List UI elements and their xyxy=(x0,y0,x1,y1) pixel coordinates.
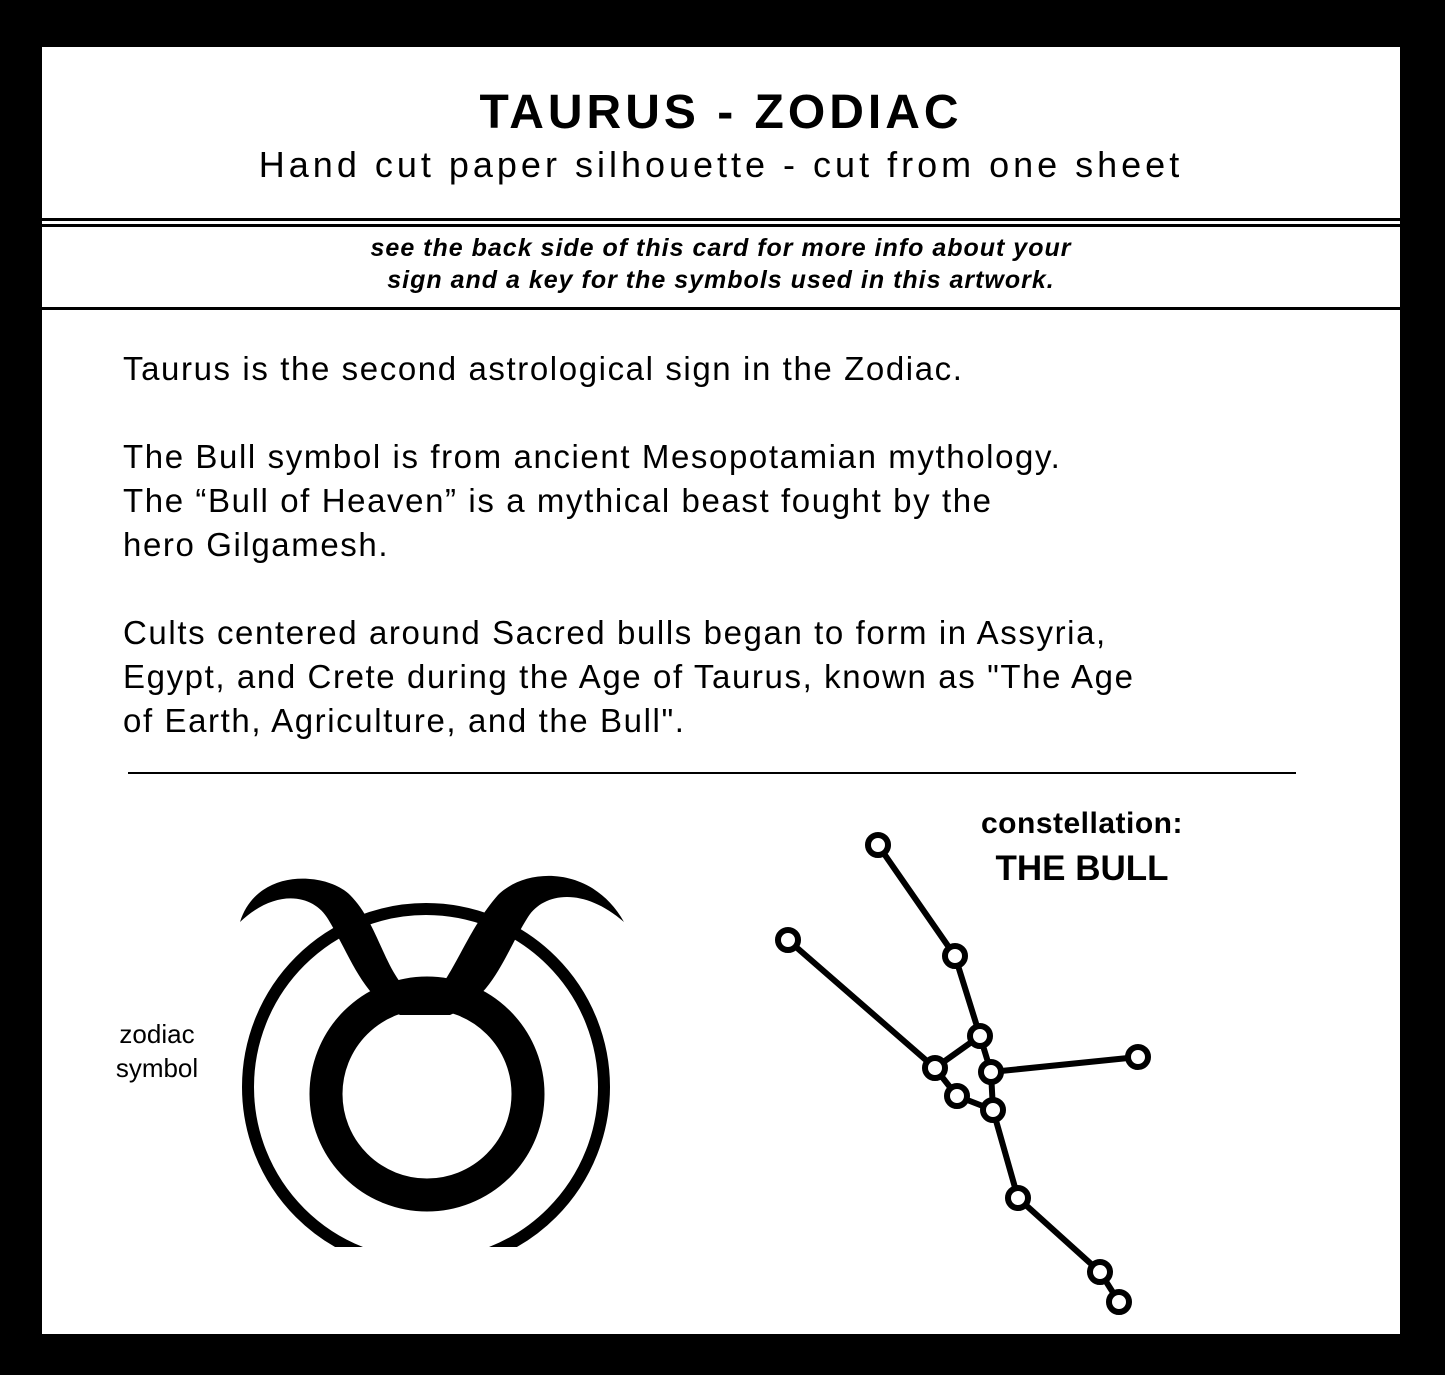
body-line: Taurus is the second astrological sign in the Zodiac. xyxy=(123,350,964,387)
star-icon xyxy=(947,1086,967,1106)
page-subtitle: Hand cut paper silhouette - cut from one sheet xyxy=(258,144,1184,185)
star-icon xyxy=(983,1100,1003,1120)
body-line: Cults centered around Sacred bulls began to form in Assyria, xyxy=(123,614,1107,651)
body-line: hero Gilgamesh. xyxy=(123,526,390,563)
note-line: sign and a key for the symbols used in this artwork. xyxy=(387,266,1055,294)
star-icon xyxy=(1128,1047,1148,1067)
zodiac-label-line: symbol xyxy=(115,1053,199,1083)
constellation-name: THE BULL xyxy=(995,849,1169,888)
body-line: The “Bull of Heaven” is a mythical beast fought by the xyxy=(123,482,993,519)
star-icon xyxy=(981,1062,1001,1082)
star-icon xyxy=(1109,1292,1129,1312)
body-line: Egypt, and Crete during the Age of Taurus, known as "The Age xyxy=(123,658,1135,695)
body-line: of Earth, Agriculture, and the Bull". xyxy=(123,702,686,739)
star-icon xyxy=(778,930,798,950)
star-icon xyxy=(945,946,965,966)
note-line: see the back side of this card for more info about your xyxy=(370,234,1072,262)
taurus-constellation-icon xyxy=(42,47,1400,1334)
star-icon xyxy=(970,1026,990,1046)
star-icon xyxy=(1090,1262,1110,1282)
page-title: TAURUS - ZODIAC xyxy=(479,86,963,139)
constellation-label xyxy=(922,807,1242,889)
constellation-caption: constellation: xyxy=(980,807,1183,840)
star-icon xyxy=(925,1058,945,1078)
star-icon xyxy=(1008,1188,1028,1208)
zodiac-label-line: zodiac xyxy=(119,1019,195,1049)
star-icon xyxy=(868,835,888,855)
info-card xyxy=(42,47,1400,1334)
body-line: The Bull symbol is from ancient Mesopotamian mythology. xyxy=(123,438,1062,475)
